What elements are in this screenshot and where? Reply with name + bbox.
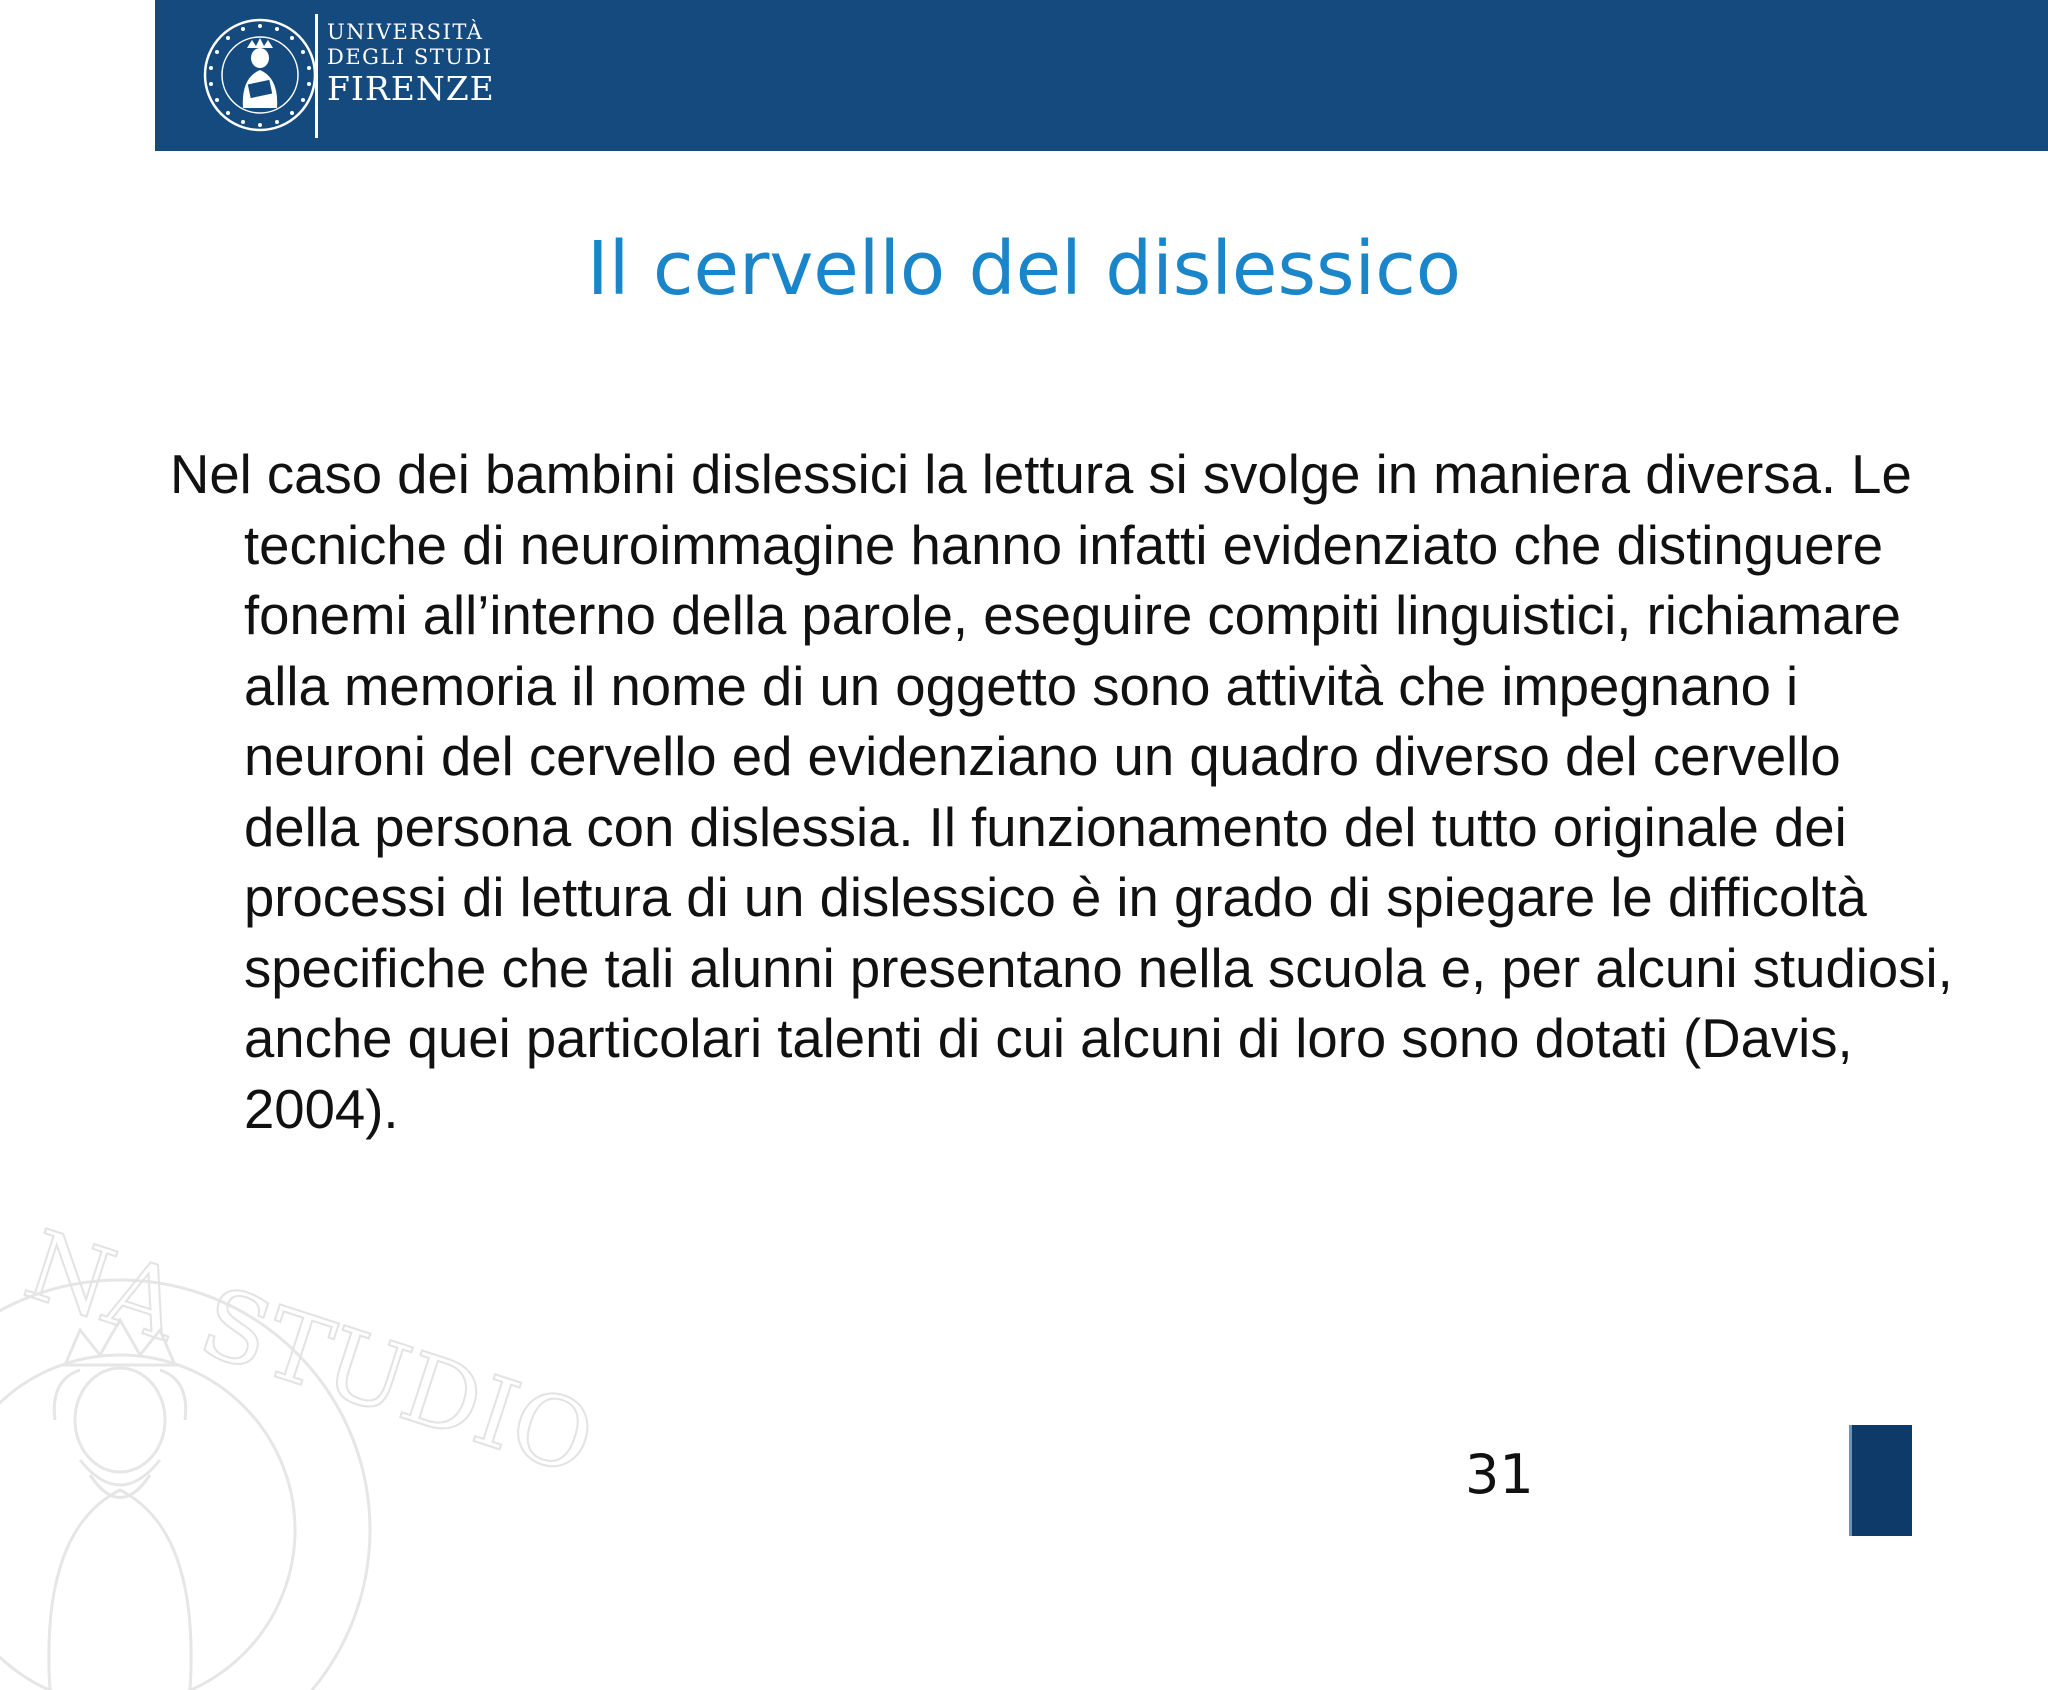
- header-band: [155, 0, 2048, 151]
- slide-title: Il cervello del dislessico: [586, 226, 1462, 312]
- university-line-2: DEGLI STUDI: [327, 45, 493, 69]
- university-line-3: FIRENZE: [327, 69, 495, 108]
- university-seal-icon: [203, 18, 317, 132]
- watermark-text: NA STUDIO: [12, 1208, 607, 1498]
- body-paragraph: Nel caso dei bambini dislessici la lettura si svolge in maniera diversa. Le tecniche di neuroimmagine hanno infatti evidenziato che distinguere fonemi all’interno della parole, eseguire compiti linguistici, richiamare alla memoria il nome di un oggetto sono attività che impegnano i neuroni del cervello ed evidenziano un quadro diverso del cervello della persona con dislessia. Il funzionamento del tutto originale dei processi di lettura di un dislessico è in grado di spiegare le difficoltà specifiche che tali alunni presentano nella scuola e, per alcuni studiosi, anche quei particolari talenti di cui alcuni di loro sono dotati (Davis, 2004).: [170, 444, 1953, 1140]
- seal-watermark-icon: [0, 1208, 607, 1690]
- corner-accent-block: [1849, 1425, 1912, 1536]
- logo-divider: [315, 14, 318, 138]
- university-wordmark: [327, 20, 495, 108]
- page-number: 31: [1465, 1443, 1534, 1506]
- university-line-1: UNIVERSITÀ: [327, 20, 484, 44]
